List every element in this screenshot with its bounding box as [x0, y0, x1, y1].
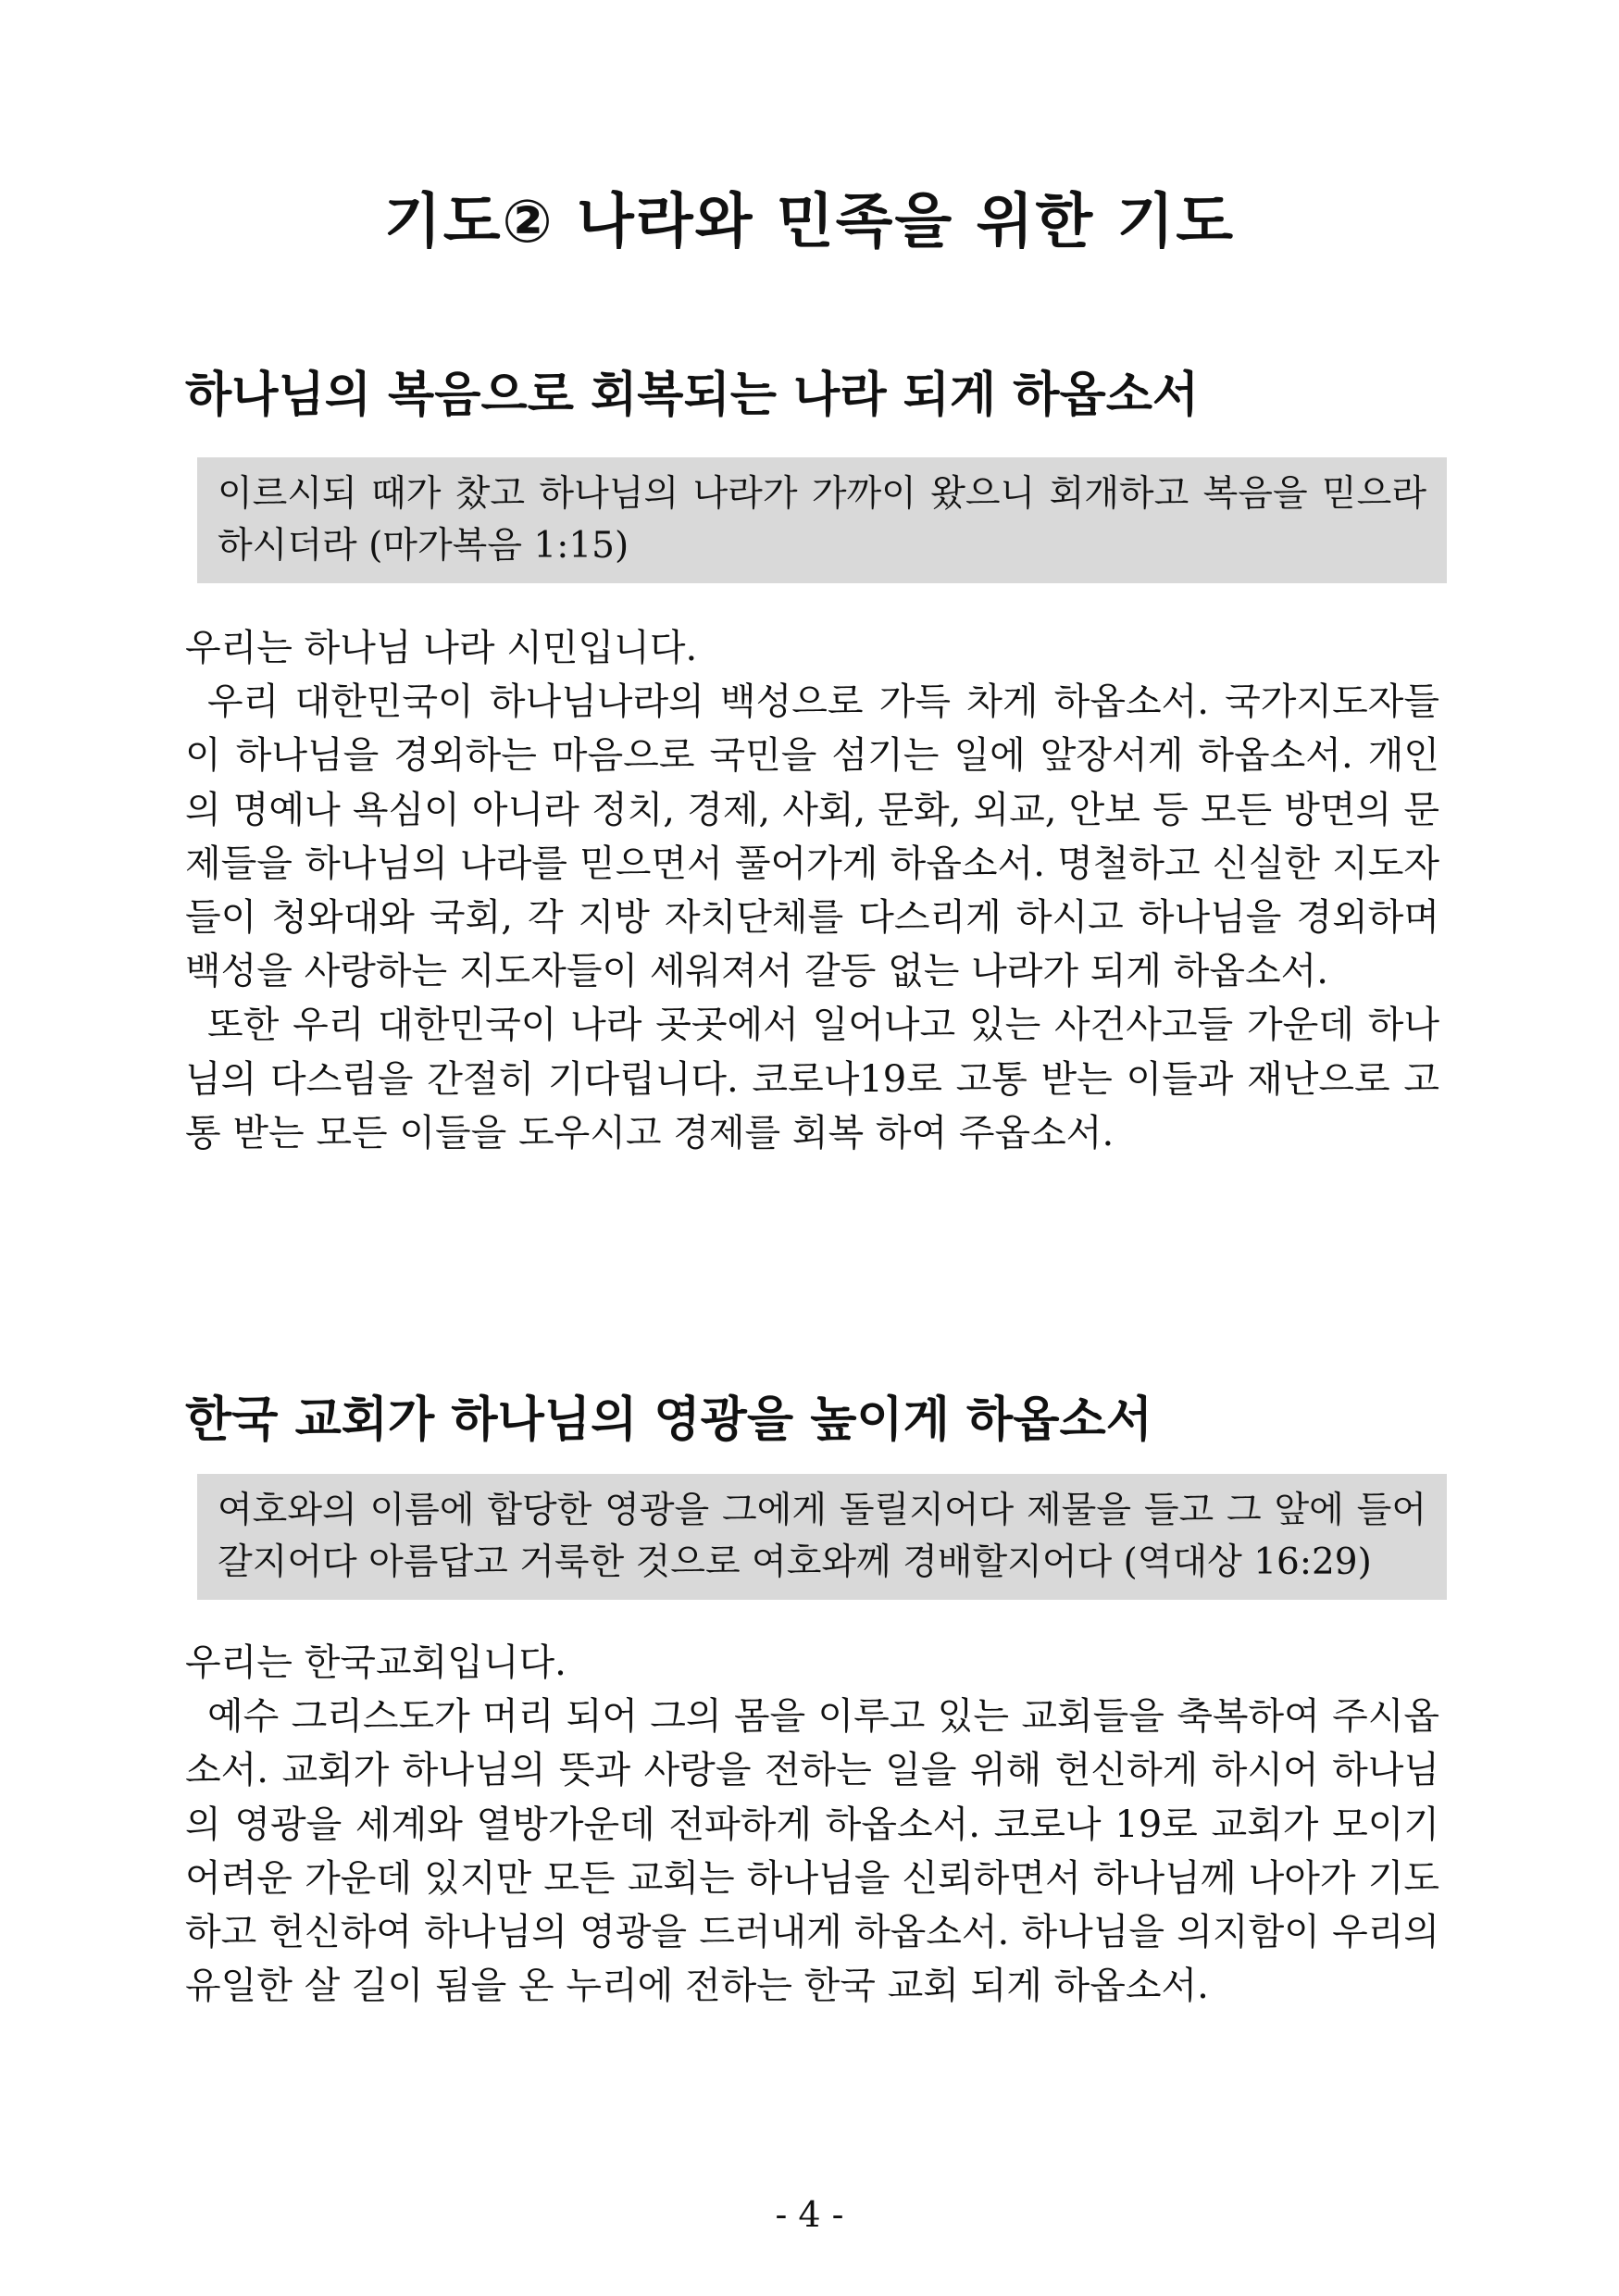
section-heading-church: 한국 교회가 하나님의 영광을 높이게 하옵소서 — [185, 1392, 1152, 1448]
paragraph-church-prayer: 예수 그리스도가 머리 되어 그의 몸을 이루고 있는 교회들을 축복하여 주시옵소서. 교회가 하나님의 뜻과 사랑을 전하는 일을 위해 헌신하게 하시어 하나님의 영광을 세계와 열방가운데 전파하게 하옵소서. 코로나 19로 교회가 모이기 어려운 가운데 있지만 모든 교회는 하나님을 신뢰하면서 하나님께 나아가 기도하고 헌신하여 하나님의 영광을 드러내게 하옵소서. 하나님을 의지함이 우리의 유일한 살 길이 됨을 온 누리에 전하는 한국 교회 되게 하옵소서. — [185, 1695, 1439, 2008]
paragraph-leaders: 우리 대한민국이 하나님나라의 백성으로 가득 차게 하옵소서. 국가지도자들이 하나님을 경외하는 마음으로 국민을 섬기는 일에 앞장서게 하옵소서. 개인의 명예나 욕심이 아니라 정치, 경제, 사회, 문화, 외교, 안보 등 모든 방면의 문제들을 하나님의 나라를 믿으면서 풀어가게 하옵소서. 명철하고 신실한 지도자들이 청와대와 국회, 각 지방 자치단체를 다스리게 하시고 하나님을 경외하며 백성을 사랑하는 지도자들이 세워져서 갈등 없는 나라가 되게 하옵소서. — [185, 680, 1439, 993]
paragraph-church-intro: 우리는 한국교회입니다. — [185, 1641, 567, 1684]
paragraph-recovery: 또한 우리 대한민국이 나라 곳곳에서 일어나고 있는 사건사고들 가운데 하나님의 다스림을 간절히 기다립니다. 코로나19로 고통 받는 이들과 재난으로 고통 받는 모든 이들을 도우시고 경제를 회복 하여 주옵소서. — [185, 1004, 1439, 1154]
section-body-church — [185, 1636, 1439, 2013]
bible-verse-box-mark: 이르시되 때가 찼고 하나님의 나라가 가까이 왔으니 회개하고 복음을 믿으라 하시더라 (마가복음 1:15) — [197, 457, 1447, 583]
section-body-nation — [185, 621, 1439, 1160]
paragraph-intro: 우리는 하나님 나라 시민입니다. — [185, 627, 698, 669]
page-title: 기도② 나라와 민족을 위한 기도 — [383, 188, 1236, 256]
page-number: - 4 - — [775, 2194, 844, 2235]
bible-verse-box-chronicles: 여호와의 이름에 합당한 영광을 그에게 돌릴지어다 제물을 들고 그 앞에 들어갈지어다 아름답고 거룩한 것으로 여호와께 경배할지어다 (역대상 16:29) — [197, 1474, 1447, 1600]
section-heading-nation: 하나님의 복음으로 회복되는 나라 되게 하옵소서 — [185, 368, 1200, 423]
